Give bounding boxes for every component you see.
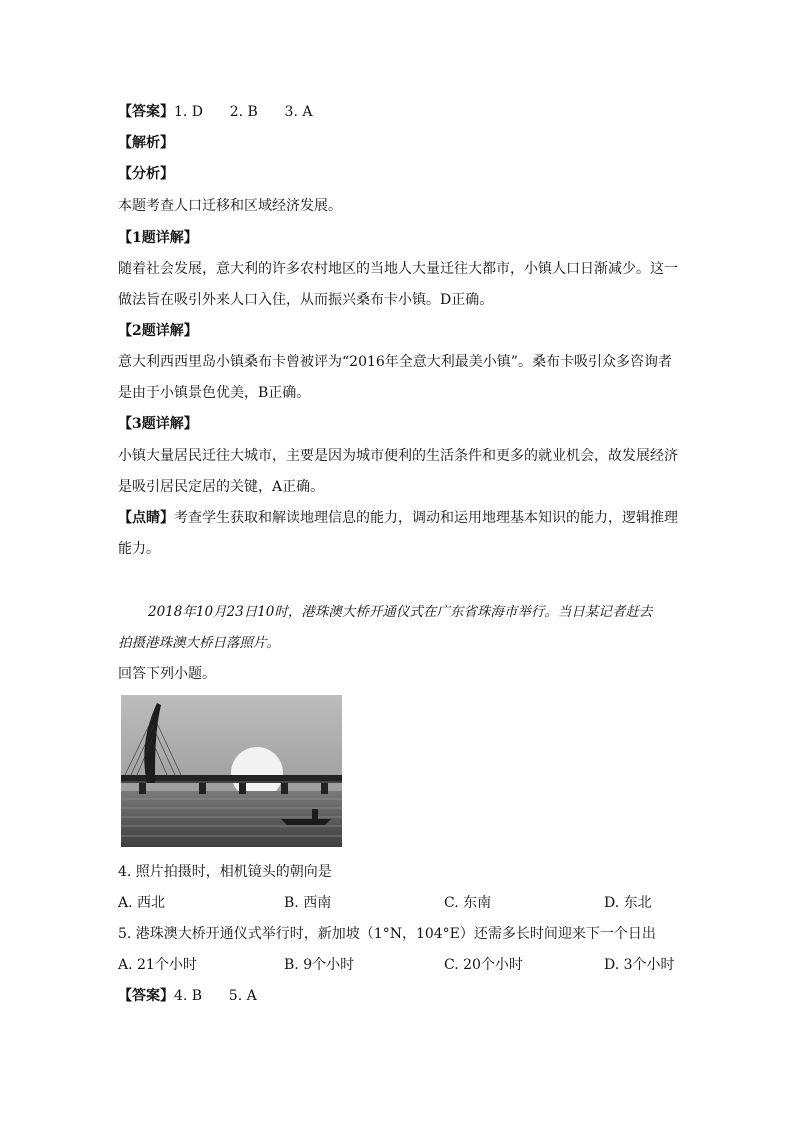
intro-line-2: 拍摄港珠澳大桥日落照片。 bbox=[118, 635, 280, 651]
dianjing-line-1 bbox=[118, 508, 678, 528]
q2-detail-line-1: 意大利西西里岛小镇桑布卡曾被评为“2016年全意大利最美小镇”。桑布卡吸引众多咨询者 bbox=[118, 354, 672, 370]
q1-detail-label: 【1题详解】 bbox=[118, 230, 198, 246]
dianjing-label: 【点睛】 bbox=[118, 510, 174, 526]
q5-option-c: C. 20个小时 bbox=[444, 957, 523, 973]
fenxi-label: 【分析】 bbox=[118, 166, 174, 182]
q3-detail-label: 【3题详解】 bbox=[118, 416, 198, 432]
q2-detail-label: 【2题详解】 bbox=[118, 323, 198, 339]
q5-stem: 5. 港珠澳大桥开通仪式举行时，新加坡（1°N，104°E）还需多长时间迎来下一个日出 bbox=[118, 926, 656, 942]
answer-label: 【答案】 bbox=[118, 104, 174, 120]
q2-detail-line-2: 是由于小镇景色优美，B正确。 bbox=[118, 385, 311, 401]
answer-line-1 bbox=[118, 102, 312, 122]
q5-option-a: A. 21个小时 bbox=[118, 957, 197, 973]
q4-option-d: D. 东北 bbox=[604, 895, 652, 911]
q4-option-a: A. 西北 bbox=[118, 895, 166, 911]
fenxi-text: 本题考查人口迁移和区域经济发展。 bbox=[118, 198, 342, 214]
dianjing-text-1: 考查学生获取和解读地理信息的能力，调动和运用地理基本知识的能力，逻辑推理 bbox=[174, 510, 678, 526]
q3-detail-line-2: 是吸引居民定居的关键，A正确。 bbox=[118, 479, 325, 495]
answer-values: 1. D 2. B 3. A bbox=[174, 104, 313, 120]
answer-values-2: 4. B 5. A bbox=[174, 988, 257, 1004]
q4-option-c: C. 东南 bbox=[444, 895, 492, 911]
q3-detail-line-1: 小镇大量居民迁往大城市，主要是因为城市便利的生活条件和更多的就业机会，故发展经济 bbox=[118, 448, 678, 464]
bridge-sunset-illustration bbox=[121, 695, 342, 847]
q5-option-d: D. 3个小时 bbox=[604, 957, 675, 973]
intro-line-1: 2018年10月23日10时，港珠澳大桥开通仪式在广东省珠海市举行。当日某记者赶去 bbox=[148, 604, 653, 620]
q5-option-b: B. 9个小时 bbox=[284, 957, 355, 973]
answer-label-2: 【答案】 bbox=[118, 988, 174, 1004]
q1-detail-line-2: 做法旨在吸引外来人口入住，从而振兴桑布卡小镇。D正确。 bbox=[118, 292, 494, 308]
prompt-text: 回答下列小题。 bbox=[118, 666, 216, 682]
dianjing-line-2: 能力。 bbox=[118, 541, 160, 557]
q4-option-b: B. 西南 bbox=[284, 895, 332, 911]
answer-line-2 bbox=[118, 986, 257, 1006]
q1-detail-line-1: 随着社会发展，意大利的许多农村地区的当地人大量迁往大都市，小镇人口日渐减少。这一 bbox=[118, 261, 678, 277]
analysis-label: 【解析】 bbox=[118, 135, 174, 151]
bridge-sunset-photo bbox=[121, 695, 342, 847]
q4-stem: 4. 照片拍摄时，相机镜头的朝向是 bbox=[118, 864, 332, 880]
